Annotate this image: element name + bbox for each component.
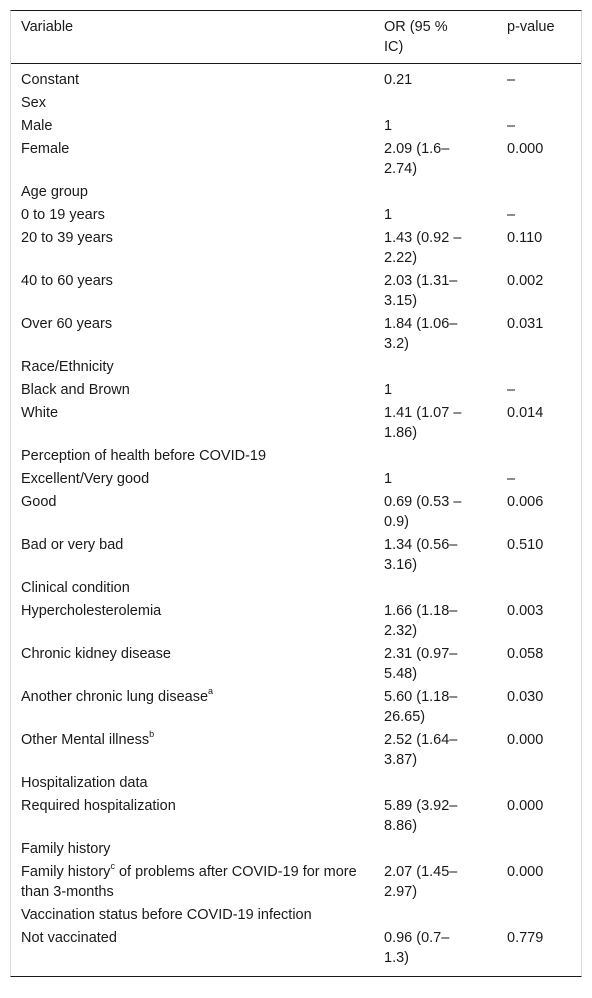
variable-label: Not vaccinated <box>21 930 117 946</box>
variable-label: Perception of health before COVID-19 <box>21 448 267 464</box>
variable-label: Good <box>21 494 57 510</box>
cell-odds-ratio: 1 <box>384 118 393 134</box>
variable-label: Bad or very bad <box>21 537 124 553</box>
variable-label: Race/Ethnicity <box>21 359 114 375</box>
cell-p-value <box>497 838 581 861</box>
cell-p-value: 0.000 <box>507 798 544 814</box>
cell-p-value: 0.110 <box>507 230 543 246</box>
cell-p-value: 0.000 <box>507 732 544 748</box>
cell-p-value <box>497 445 581 468</box>
cell-variable <box>11 402 374 445</box>
cell-p-value: 0.030 <box>507 689 544 705</box>
header-p-value: p-value <box>497 11 581 64</box>
table-header <box>11 11 581 64</box>
cell-variable <box>11 204 374 227</box>
cell-p-value: – <box>507 471 516 487</box>
table-row <box>11 204 581 227</box>
cell-p-value: – <box>507 207 516 223</box>
cell-odds-ratio <box>374 772 497 795</box>
cell-odds-ratio: 0.96 (0.7–1.3) <box>384 930 450 966</box>
cell-variable <box>11 686 374 729</box>
cell-variable <box>11 600 374 643</box>
cell-odds-ratio: 1.34 (0.56–3.16) <box>384 537 458 573</box>
cell-odds-ratio <box>374 838 497 861</box>
variable-label: White <box>21 405 59 421</box>
variable-label: Male <box>21 118 53 134</box>
cell-p-value: 0.510 <box>507 537 544 553</box>
cell-variable <box>11 92 374 115</box>
cell-odds-ratio: 1.84 (1.06–3.2) <box>384 316 458 352</box>
cell-p-value: 0.014 <box>507 405 544 421</box>
table-row <box>11 402 581 445</box>
variable-label: Age group <box>21 184 88 200</box>
cell-variable <box>11 861 374 904</box>
cell-p-value: – <box>507 382 516 398</box>
table-row <box>11 138 581 181</box>
cell-odds-ratio: 0.21 <box>384 72 413 88</box>
table-row <box>11 686 581 729</box>
table-row <box>11 577 581 600</box>
variable-label: Clinical condition <box>21 580 130 596</box>
cell-odds-ratio <box>374 356 497 379</box>
cell-odds-ratio: 2.52 (1.64–3.87) <box>384 732 458 768</box>
variable-label: Female <box>21 141 70 157</box>
variable-label: Family history <box>21 841 111 857</box>
footnote-marker: c <box>110 861 115 872</box>
cell-variable <box>11 313 374 356</box>
cell-variable <box>11 181 374 204</box>
cell-p-value: – <box>507 72 516 88</box>
table-row <box>11 838 581 861</box>
cell-odds-ratio <box>374 92 497 115</box>
header-row <box>11 11 581 64</box>
variable-label: Excellent/Very good <box>21 471 150 487</box>
header-variable: Variable <box>11 11 374 64</box>
cell-variable <box>11 838 374 861</box>
cell-p-value: 0.002 <box>507 273 544 289</box>
variable-label: 0 to 19 years <box>21 207 105 223</box>
cell-variable <box>11 379 374 402</box>
table-body <box>11 64 581 977</box>
cell-variable <box>11 468 374 491</box>
cell-odds-ratio: 1.41 (1.07 –1.86) <box>384 405 462 441</box>
table-row <box>11 227 581 270</box>
cell-odds-ratio: 1.66 (1.18–2.32) <box>384 603 458 639</box>
table-row <box>11 491 581 534</box>
cell-variable <box>11 772 374 795</box>
cell-odds-ratio: 1 <box>384 471 393 487</box>
cell-variable <box>11 577 374 600</box>
regression-table-container <box>10 10 582 977</box>
table-row <box>11 181 581 204</box>
variable-label: Required hospitalization <box>21 798 176 814</box>
cell-odds-ratio <box>374 445 497 468</box>
table-row <box>11 379 581 402</box>
footnote-marker: a <box>208 686 214 697</box>
table-row <box>11 772 581 795</box>
cell-variable <box>11 64 374 93</box>
cell-odds-ratio <box>374 577 497 600</box>
table-row <box>11 600 581 643</box>
table-row <box>11 313 581 356</box>
cell-odds-ratio <box>374 181 497 204</box>
table-row <box>11 270 581 313</box>
variable-label: 20 to 39 years <box>21 230 113 246</box>
cell-odds-ratio: 1 <box>384 382 393 398</box>
variable-label-suffix: of problems after COVID-19 for more than 3-months <box>21 864 357 900</box>
cell-odds-ratio: 2.07 (1.45–2.97) <box>384 864 458 900</box>
cell-odds-ratio: 5.89 (3.92–8.86) <box>384 798 458 834</box>
cell-variable <box>11 227 374 270</box>
cell-p-value <box>497 772 581 795</box>
cell-variable <box>11 356 374 379</box>
cell-p-value <box>497 92 581 115</box>
cell-variable <box>11 729 374 772</box>
table-row <box>11 356 581 379</box>
cell-variable <box>11 643 374 686</box>
cell-variable <box>11 491 374 534</box>
cell-odds-ratio: 2.03 (1.31–3.15) <box>384 273 458 309</box>
cell-p-value <box>497 356 581 379</box>
variable-label: Sex <box>21 95 46 111</box>
cell-odds-ratio: 1.43 (0.92 –2.22) <box>384 230 462 266</box>
cell-odds-ratio: 0.69 (0.53 –0.9) <box>384 494 462 530</box>
cell-variable <box>11 927 374 976</box>
variable-label: 40 to 60 years <box>21 273 113 289</box>
cell-odds-ratio: 2.31 (0.97–5.48) <box>384 646 458 682</box>
variable-label: Hospitalization data <box>21 775 148 791</box>
variable-label: Family history <box>21 864 111 880</box>
table-row <box>11 64 581 93</box>
cell-variable <box>11 795 374 838</box>
variable-label: Another chronic lung disease <box>21 689 209 705</box>
cell-p-value: 0.031 <box>507 316 544 332</box>
table-row <box>11 927 581 976</box>
cell-p-value: – <box>507 118 516 134</box>
cell-variable <box>11 445 374 468</box>
cell-variable <box>11 138 374 181</box>
cell-p-value <box>497 181 581 204</box>
table-row <box>11 643 581 686</box>
variable-label: Constant <box>21 72 80 88</box>
variable-label: Hypercholesterolemia <box>21 603 162 619</box>
table-row <box>11 445 581 468</box>
table-row <box>11 468 581 491</box>
cell-p-value: 0.779 <box>507 930 544 946</box>
cell-odds-ratio: 1 <box>384 207 393 223</box>
cell-odds-ratio <box>374 904 497 927</box>
cell-variable <box>11 270 374 313</box>
cell-odds-ratio: 5.60 (1.18–26.65) <box>384 689 458 725</box>
footnote-marker: b <box>149 729 155 740</box>
cell-odds-ratio: 2.09 (1.6–2.74) <box>384 141 450 177</box>
cell-p-value <box>497 904 581 927</box>
cell-p-value: 0.058 <box>507 646 544 662</box>
cell-p-value <box>497 577 581 600</box>
table-row <box>11 904 581 927</box>
regression-table <box>11 11 581 976</box>
cell-variable <box>11 904 374 927</box>
cell-variable <box>11 534 374 577</box>
table-row <box>11 92 581 115</box>
variable-label: Over 60 years <box>21 316 113 332</box>
header-or: OR (95 % IC) <box>374 11 497 64</box>
table-row <box>11 729 581 772</box>
cell-p-value: 0.000 <box>507 864 544 880</box>
cell-p-value: 0.006 <box>507 494 544 510</box>
cell-variable <box>11 115 374 138</box>
variable-label: Other Mental illness <box>21 732 150 748</box>
table-row <box>11 795 581 838</box>
variable-label: Chronic kidney disease <box>21 646 171 662</box>
variable-label: Black and Brown <box>21 382 130 398</box>
cell-p-value: 0.003 <box>507 603 544 619</box>
cell-p-value: 0.000 <box>507 141 544 157</box>
table-row <box>11 861 581 904</box>
table-row <box>11 534 581 577</box>
table-row <box>11 115 581 138</box>
variable-label: Vaccination status before COVID-19 infection <box>21 907 312 923</box>
